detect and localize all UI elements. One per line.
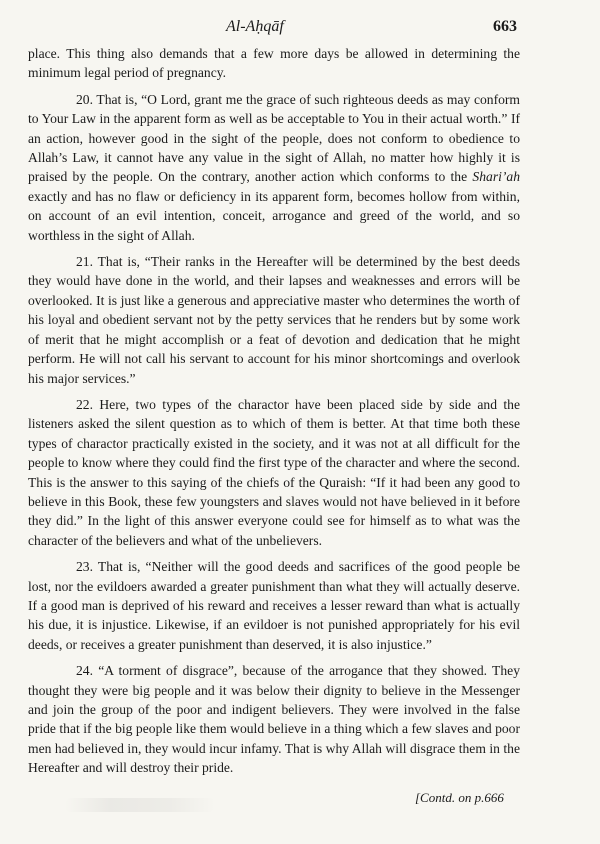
note-20	[28, 90, 520, 245]
running-title: Al-Aḥqāf	[226, 18, 284, 35]
note-24: 24. “A torment of disgrace”, because of the arrogance that they showed. They thought they were big people and it was below their dignity to believe in the Messenger and join the group of the poor and indigent believers. They were involved in the false pride that if the big people like them would believe in a thing which a few slaves and poor men had believed in, they would incur infamy. That is why Allah will disgrace them in the Hereafter and will destroy their pride.	[28, 663, 520, 776]
note-20-text-end: exactly and has no flaw or deficiency in its apparent form, becomes hollow from within, on account of an evil intention, conceit, arrogance and greed of the world, and so worthless in the sight of Allah.	[28, 188, 520, 243]
page-number: 663	[493, 18, 517, 35]
scan-smudge	[65, 798, 215, 812]
note-20-italic-term: Shari’ah	[472, 169, 520, 185]
note-22: 22. Here, two types of the charactor have been placed side by side and the listeners asked the silent question as to which of them is better. At that time both these types of charactor practically existed in the society, and it was not at all difficult for the people to know where they could find the first type of the character and where the second. This is the answer to this saying of the chiefs of the Quraish: “If it had been any good to believe in this Book, these few youngsters and slaves would not have believed in it before they did.” In the light of this answer everyone could see for himself as to what was the character of the believers and what of the unbelievers.	[28, 396, 520, 548]
note-continuation: place. This thing also demands that a few more days be allowed in determining the minimum legal period of pregnancy.	[28, 46, 520, 81]
note-23: 23. That is, “Neither will the good deeds and sacrifices of the good people be lost, nor the evildoers awarded a greater punishment than what they will actually deserve. If a good man is deprived of his reward and receives a lesser reward than what is actually his due, it is injustice. Likewise, if an evildoer is not punished appropriately for his evil deeds, or receives a greater punishment than deserved, it is also injustice.”	[28, 559, 520, 652]
note-21: 21. That is, “Their ranks in the Hereafter will be determined by the best deeds they would have done in the world, and their lapses and weaknesses and errors will be overlooked. It is just like a generous and appreciative master who determines the worth of his loyal and obedient servant not by the petty services that he renders but by some work of merit that he might accomplish or a feat of devotion and dedication that he might perform. He will not call his servant to account for his minor shortcomings and overlook his major services.”	[28, 254, 520, 386]
note-20-text-start: 20. That is, “O Lord, grant me the grace of such righteous deeds as may conform to Your Law in the apparent form as well as be acceptable to You in their actual worth.” If an action, however good in the sight of the people, does not conform to obedience to Allah’s Law, it cannot have any value in the sight of Allah, no matter how highly it is praised by the people. On the contrary, another action which conforms to the	[28, 91, 520, 185]
commentary-notes	[28, 44, 520, 785]
page-header	[0, 18, 600, 42]
continuation-note: [Contd. on p.666	[415, 790, 504, 805]
